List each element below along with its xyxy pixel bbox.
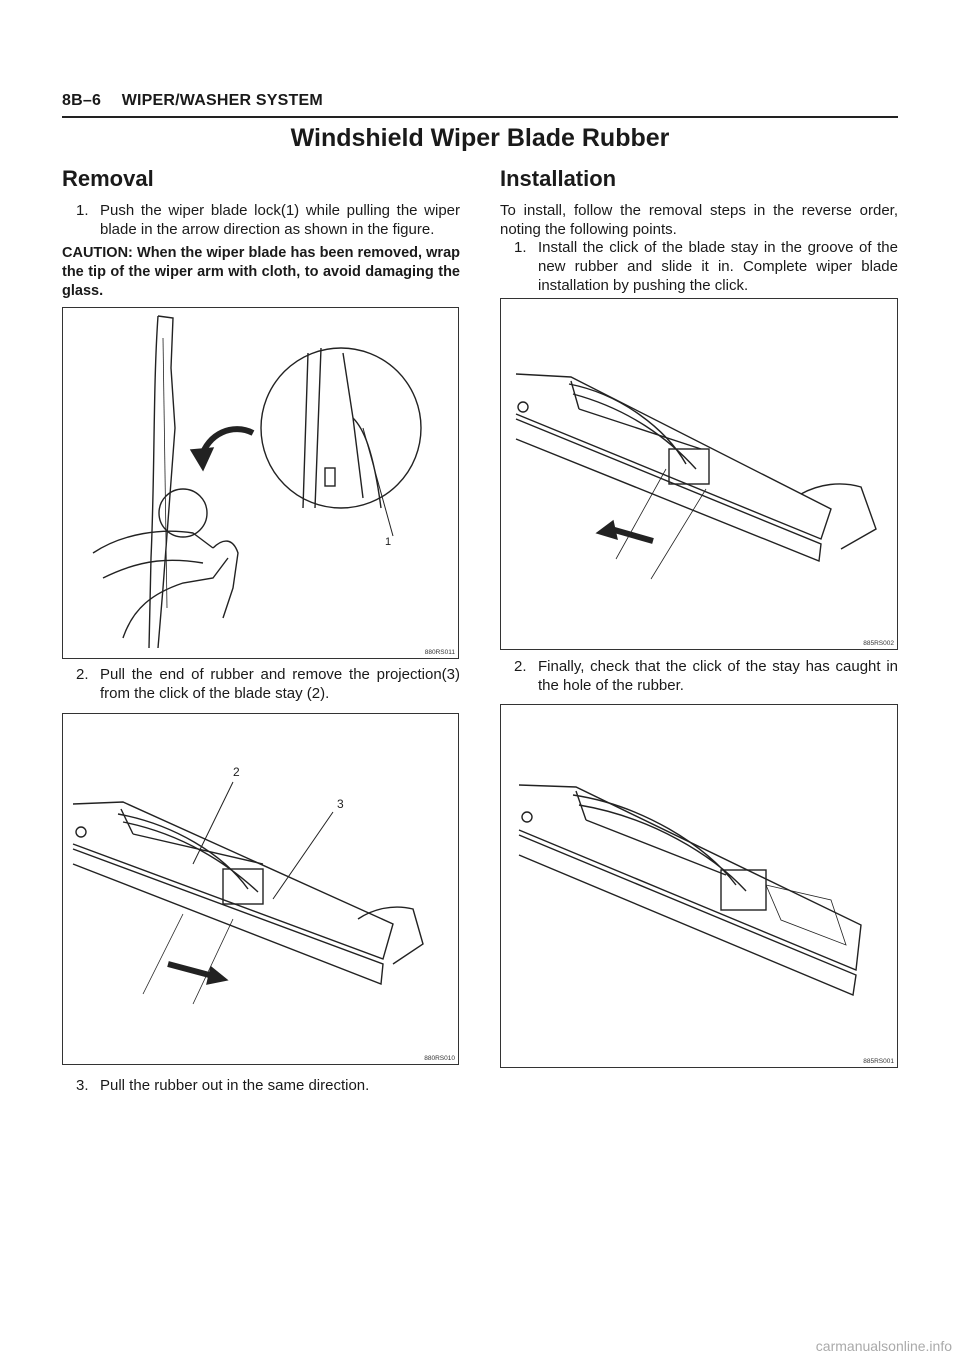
removal-step-3 [76, 1076, 460, 1095]
step-text: Pull the rubber out in the same direction. [100, 1077, 370, 1094]
installation-heading: Installation [500, 166, 617, 191]
figure-code: 885RS002 [863, 640, 894, 647]
figure-code: 885RS001 [863, 1058, 894, 1065]
fig2-callout-2: 2 [233, 765, 240, 779]
figure-2-drawing [63, 714, 458, 1064]
figure-code: 880RS010 [424, 1055, 455, 1062]
page-title: Windshield Wiper Blade Rubber [290, 124, 670, 152]
step-text: Push the wiper blade lock(1) while pulling the wiper blade in the arrow direction as shown in the figure. [100, 202, 460, 238]
header-rule [62, 116, 898, 118]
figure-code: 880RS011 [424, 649, 455, 656]
fig1-callout-1: 1 [385, 536, 392, 548]
figure-blade-removal [62, 307, 459, 659]
removal-step-1 [76, 201, 460, 239]
step-number: 1. [514, 239, 527, 256]
step-number: 2. [76, 666, 89, 683]
step-number: 3. [76, 1077, 89, 1094]
figure-rubber-pull [62, 713, 459, 1065]
figure-click-check [500, 704, 898, 1068]
page-number: 8B–6 [62, 92, 102, 109]
step-text: Pull the end of rubber and remove the projection(3) from the click of the blade stay (2). [100, 666, 460, 702]
watermark: carmanualsonline.info [815, 1338, 952, 1354]
installation-step-1 [514, 238, 898, 295]
step-number: 2. [514, 658, 527, 675]
caution-note: CAUTION: When the wiper blade has been removed, wrap the tip of the wiper arm with cloth, to avoid damaging the glass. [62, 245, 460, 299]
figure-4-drawing [501, 705, 897, 1067]
step-text: Install the click of the blade stay in the groove of the new rubber and slide it in. Complete wiper blade installation by pushing the click. [538, 239, 898, 294]
step-number: 1. [76, 202, 89, 219]
figure-blade-install [500, 298, 898, 650]
page-header [62, 92, 323, 110]
removal-step-2 [76, 665, 460, 703]
step-text: Finally, check that the click of the stay has caught in the hole of the rubber. [538, 658, 898, 694]
installation-step-2 [514, 657, 898, 695]
installation-intro: To install, follow the removal steps in the reverse order, noting the following points. [500, 202, 898, 238]
fig2-callout-3: 3 [337, 797, 344, 811]
figure-3-drawing [501, 299, 897, 649]
removal-heading: Removal [62, 166, 154, 191]
section-title: WIPER/WASHER SYSTEM [121, 92, 323, 109]
figure-1-drawing [63, 308, 458, 658]
